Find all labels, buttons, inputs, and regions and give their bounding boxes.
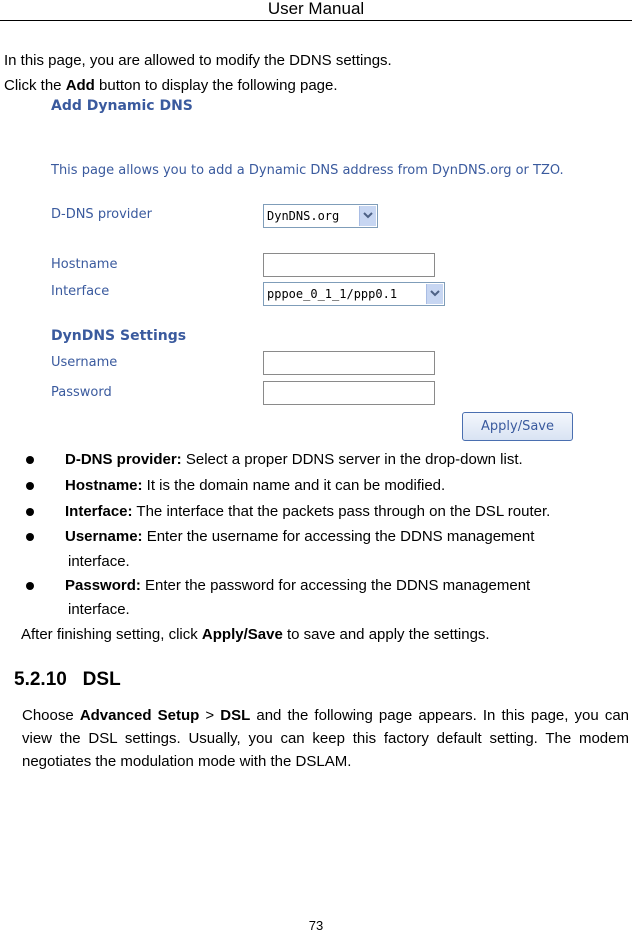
page-number: 73	[308, 918, 324, 933]
after-setting-text: After finishing setting, click Apply/Save to save and apply the settings.	[21, 626, 490, 643]
bullet-dot	[26, 582, 34, 590]
bullet-interface: Interface: The interface that the packets pass through on the DSL router.	[65, 503, 551, 520]
password-label: Password	[51, 385, 112, 400]
apply-save-button[interactable]: Apply/Save	[462, 412, 573, 441]
chevron-down-icon	[359, 206, 376, 226]
provider-select[interactable]: DynDNS.org	[263, 204, 378, 228]
bullet-dot	[26, 508, 34, 516]
section-heading: 5.2.10 DSL	[14, 669, 121, 690]
username-input[interactable]	[263, 351, 435, 375]
bullet-password: Password: Enter the password for accessing the DDNS management	[65, 577, 531, 594]
chevron-down-icon	[426, 284, 443, 304]
hostname-label: Hostname	[51, 257, 118, 272]
ddns-screenshot	[46, 94, 586, 444]
provider-label: D-DNS provider	[51, 207, 152, 222]
add-keyword: Add	[65, 77, 95, 94]
dyndns-settings-title: DynDNS Settings	[51, 328, 187, 344]
bullet-ddns-provider: D-DNS provider: Select a proper DDNS server in the drop-down list.	[65, 451, 523, 468]
screenshot-title: Add Dynamic DNS	[51, 98, 193, 114]
bullet-dot	[26, 456, 34, 464]
intro-line-2: Click the Add button to display the following page.	[4, 77, 338, 94]
hostname-input[interactable]	[263, 253, 435, 277]
page-header: User Manual	[0, 0, 632, 21]
bullet-username-cont: interface.	[68, 553, 130, 570]
bullet-password-cont: interface.	[68, 601, 130, 618]
username-label: Username	[51, 355, 118, 370]
bullet-dot	[26, 482, 34, 490]
bullet-hostname: Hostname: It is the domain name and it can be modified.	[65, 477, 446, 494]
interface-select[interactable]: pppoe_0_1_1/ppp0.1	[263, 282, 445, 306]
bullet-dot	[26, 533, 34, 541]
password-input[interactable]	[263, 381, 435, 405]
bullet-username: Username: Enter the username for accessing the DDNS management	[65, 528, 535, 545]
dsl-paragraph: Choose Advanced Setup > DSL and the following page appears. In this page, you can view the DSL settings. Usually, you can keep this factory default setting. The modem negotiates the modulation mode with the DSLAM.	[22, 707, 630, 770]
screenshot-description: This page allows you to add a Dynamic DNS address from DynDNS.org or TZO.	[51, 163, 564, 178]
intro-line-1: In this page, you are allowed to modify the DDNS settings.	[4, 52, 392, 69]
interface-label: Interface	[51, 284, 110, 299]
